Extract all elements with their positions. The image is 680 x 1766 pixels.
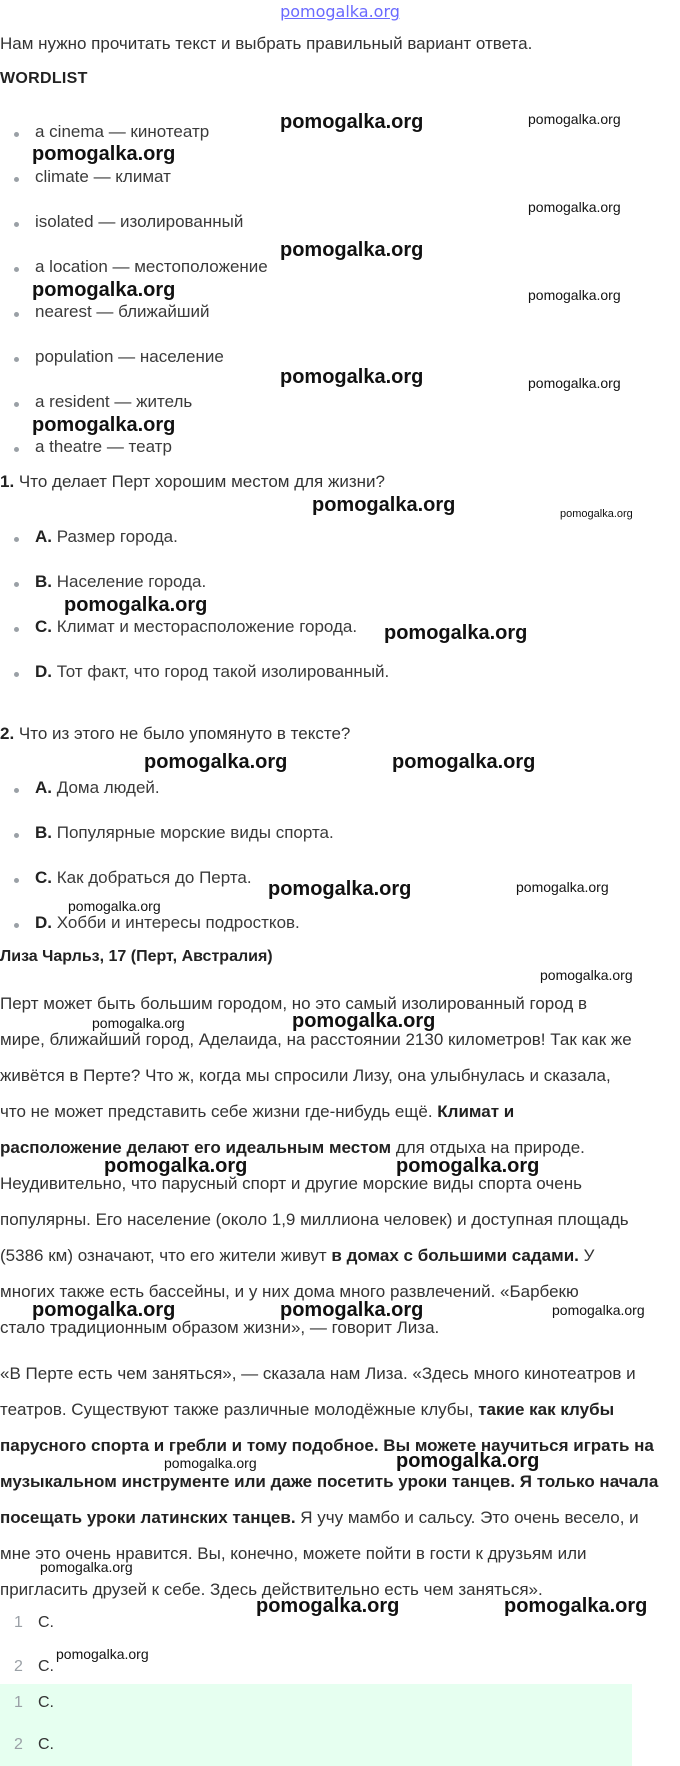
text-line: Неудивительно, что парусный спорт и другие морские виды спорта очень — [0, 1174, 582, 1193]
text-line: театров. Существуют также различные молодёжные клубы, такие как клубы — [0, 1400, 615, 1419]
option-2b: B. Популярные морские виды спорта. — [0, 823, 334, 843]
text-line: живётся в Перте? Что ж, когда мы спросили Лизу, она улыбнулась и сказала, — [0, 1066, 611, 1085]
text-line: парусного спорта и гребли и тому подобное. Вы можете научиться играть на — [0, 1436, 654, 1455]
watermark: pomogalka.org — [396, 1155, 540, 1177]
list-item: climate — климат — [0, 167, 171, 187]
question-2: 2. Что из этого не было упомянуто в тексте? — [0, 724, 351, 743]
text-line: стало традиционным образом жизни», — говорит Лиза. — [0, 1318, 440, 1337]
watermark: pomogalka.org — [56, 1646, 149, 1662]
answer-row-highlighted: 2 C. — [14, 1736, 54, 1753]
answer-row: 1 C. — [14, 1614, 54, 1631]
text-line: многих также есть бассейны, и у них дома много развлечений. «Барбекю — [0, 1282, 579, 1301]
answer-highlight-box — [0, 1684, 632, 1766]
watermark: pomogalka.org — [516, 879, 609, 895]
watermark: pomogalka.org — [164, 1455, 257, 1471]
text-line: пригласить друзей к себе. Здесь действительно есть чем заняться». — [0, 1580, 543, 1599]
watermark: pomogalka.org — [528, 375, 621, 391]
watermark: pomogalka.org — [32, 279, 176, 301]
watermark: pomogalka.org — [528, 199, 621, 215]
watermark: pomogalka.org — [292, 1010, 436, 1032]
text-line: музыкальном инструменте или даже посетить уроки танцев. Я только начала — [0, 1472, 659, 1491]
watermark: pomogalka.org — [280, 1299, 424, 1321]
list-item: a theatre — театр — [0, 437, 172, 457]
watermark: pomogalka.org — [104, 1155, 248, 1177]
watermark: pomogalka.org — [268, 878, 412, 900]
list-item: a resident — житель — [0, 392, 192, 412]
intro-text: Нам нужно прочитать текст и выбрать правильный вариант ответа. — [0, 34, 533, 53]
text-line: (5386 км) означают, что его жители живут в домах с большими садами. У — [0, 1246, 595, 1265]
text-line: мире, ближайший город, Аделаида, на расстоянии 2130 километров! Так как же — [0, 1030, 632, 1049]
watermark: pomogalka.org — [396, 1450, 540, 1472]
watermark: pomogalka.org — [280, 366, 424, 388]
list-item: a cinema — кинотеатр — [0, 122, 209, 142]
watermark: pomogalka.org — [92, 1015, 185, 1031]
option-1a: A. Размер города. — [0, 527, 178, 547]
text-line: популярны. Его население (около 1,9 миллиона человек) и доступная площадь — [0, 1210, 629, 1229]
watermark: pomogalka.org — [540, 967, 633, 983]
site-brand-link[interactable]: pomogalka.org — [280, 2, 400, 21]
option-1c: C. Климат и месторасположение города. — [0, 617, 357, 637]
option-2a: A. Дома людей. — [0, 778, 160, 798]
answer-row-highlighted: 1 C. — [14, 1694, 54, 1711]
option-1d: D. Тот факт, что город такой изолированный. — [0, 662, 389, 682]
text-line: расположение делают его идеальным местом для отдыха на природе. — [0, 1138, 585, 1157]
question-1: 1. Что делает Перт хорошим местом для жизни? — [0, 472, 385, 491]
list-item: isolated — изолированный — [0, 212, 243, 232]
watermark: pomogalka.org — [256, 1595, 400, 1617]
watermark: pomogalka.org — [312, 494, 456, 516]
answer-row: 2 C. — [14, 1658, 54, 1675]
watermark: pomogalka.org — [68, 898, 161, 914]
list-item: nearest — ближайший — [0, 302, 210, 322]
watermark: pomogalka.org — [32, 143, 176, 165]
option-1b: B. Население города. — [0, 572, 206, 592]
watermark: pomogalka.org — [280, 239, 424, 261]
bio-title: Лиза Чарльз, 17 (Перт, Австралия) — [0, 948, 273, 965]
watermark: pomogalka.org — [144, 751, 288, 773]
text-line: мне это очень нравится. Вы, конечно, можете пойти в гости к друзьям или — [0, 1544, 587, 1563]
text-line: Перт может быть большим городом, но это самый изолированный город в — [0, 994, 587, 1013]
watermark: pomogalka.org — [32, 414, 176, 436]
watermark: pomogalka.org — [552, 1302, 645, 1318]
watermark: pomogalka.org — [64, 594, 208, 616]
watermark: pomogalka.org — [504, 1595, 648, 1617]
watermark: pomogalka.org — [384, 622, 528, 644]
watermark: pomogalka.org — [392, 751, 536, 773]
text-line: «В Перте есть чем заняться», — сказала нам Лиза. «Здесь много кинотеатров и — [0, 1364, 636, 1383]
list-item: population — население — [0, 347, 224, 367]
option-2c: C. Как добраться до Перта. — [0, 868, 252, 888]
watermark: pomogalka.org — [280, 111, 424, 133]
text-line: что не может представить себе жизни где-нибудь ещё. Климат и — [0, 1102, 515, 1121]
list-item: a location — местоположение — [0, 257, 268, 277]
option-2d: D. Хобби и интересы подростков. — [0, 913, 300, 933]
watermark: pomogalka.org — [560, 508, 633, 520]
wordlist-title: WORDLIST — [0, 70, 88, 87]
text-line: посещать уроки латинских танцев. Я учу мамбо и сальсу. Это очень весело, и — [0, 1508, 639, 1527]
watermark: pomogalka.org — [528, 287, 621, 303]
watermark: pomogalka.org — [40, 1559, 133, 1575]
watermark: pomogalka.org — [528, 111, 621, 127]
watermark: pomogalka.org — [32, 1299, 176, 1321]
